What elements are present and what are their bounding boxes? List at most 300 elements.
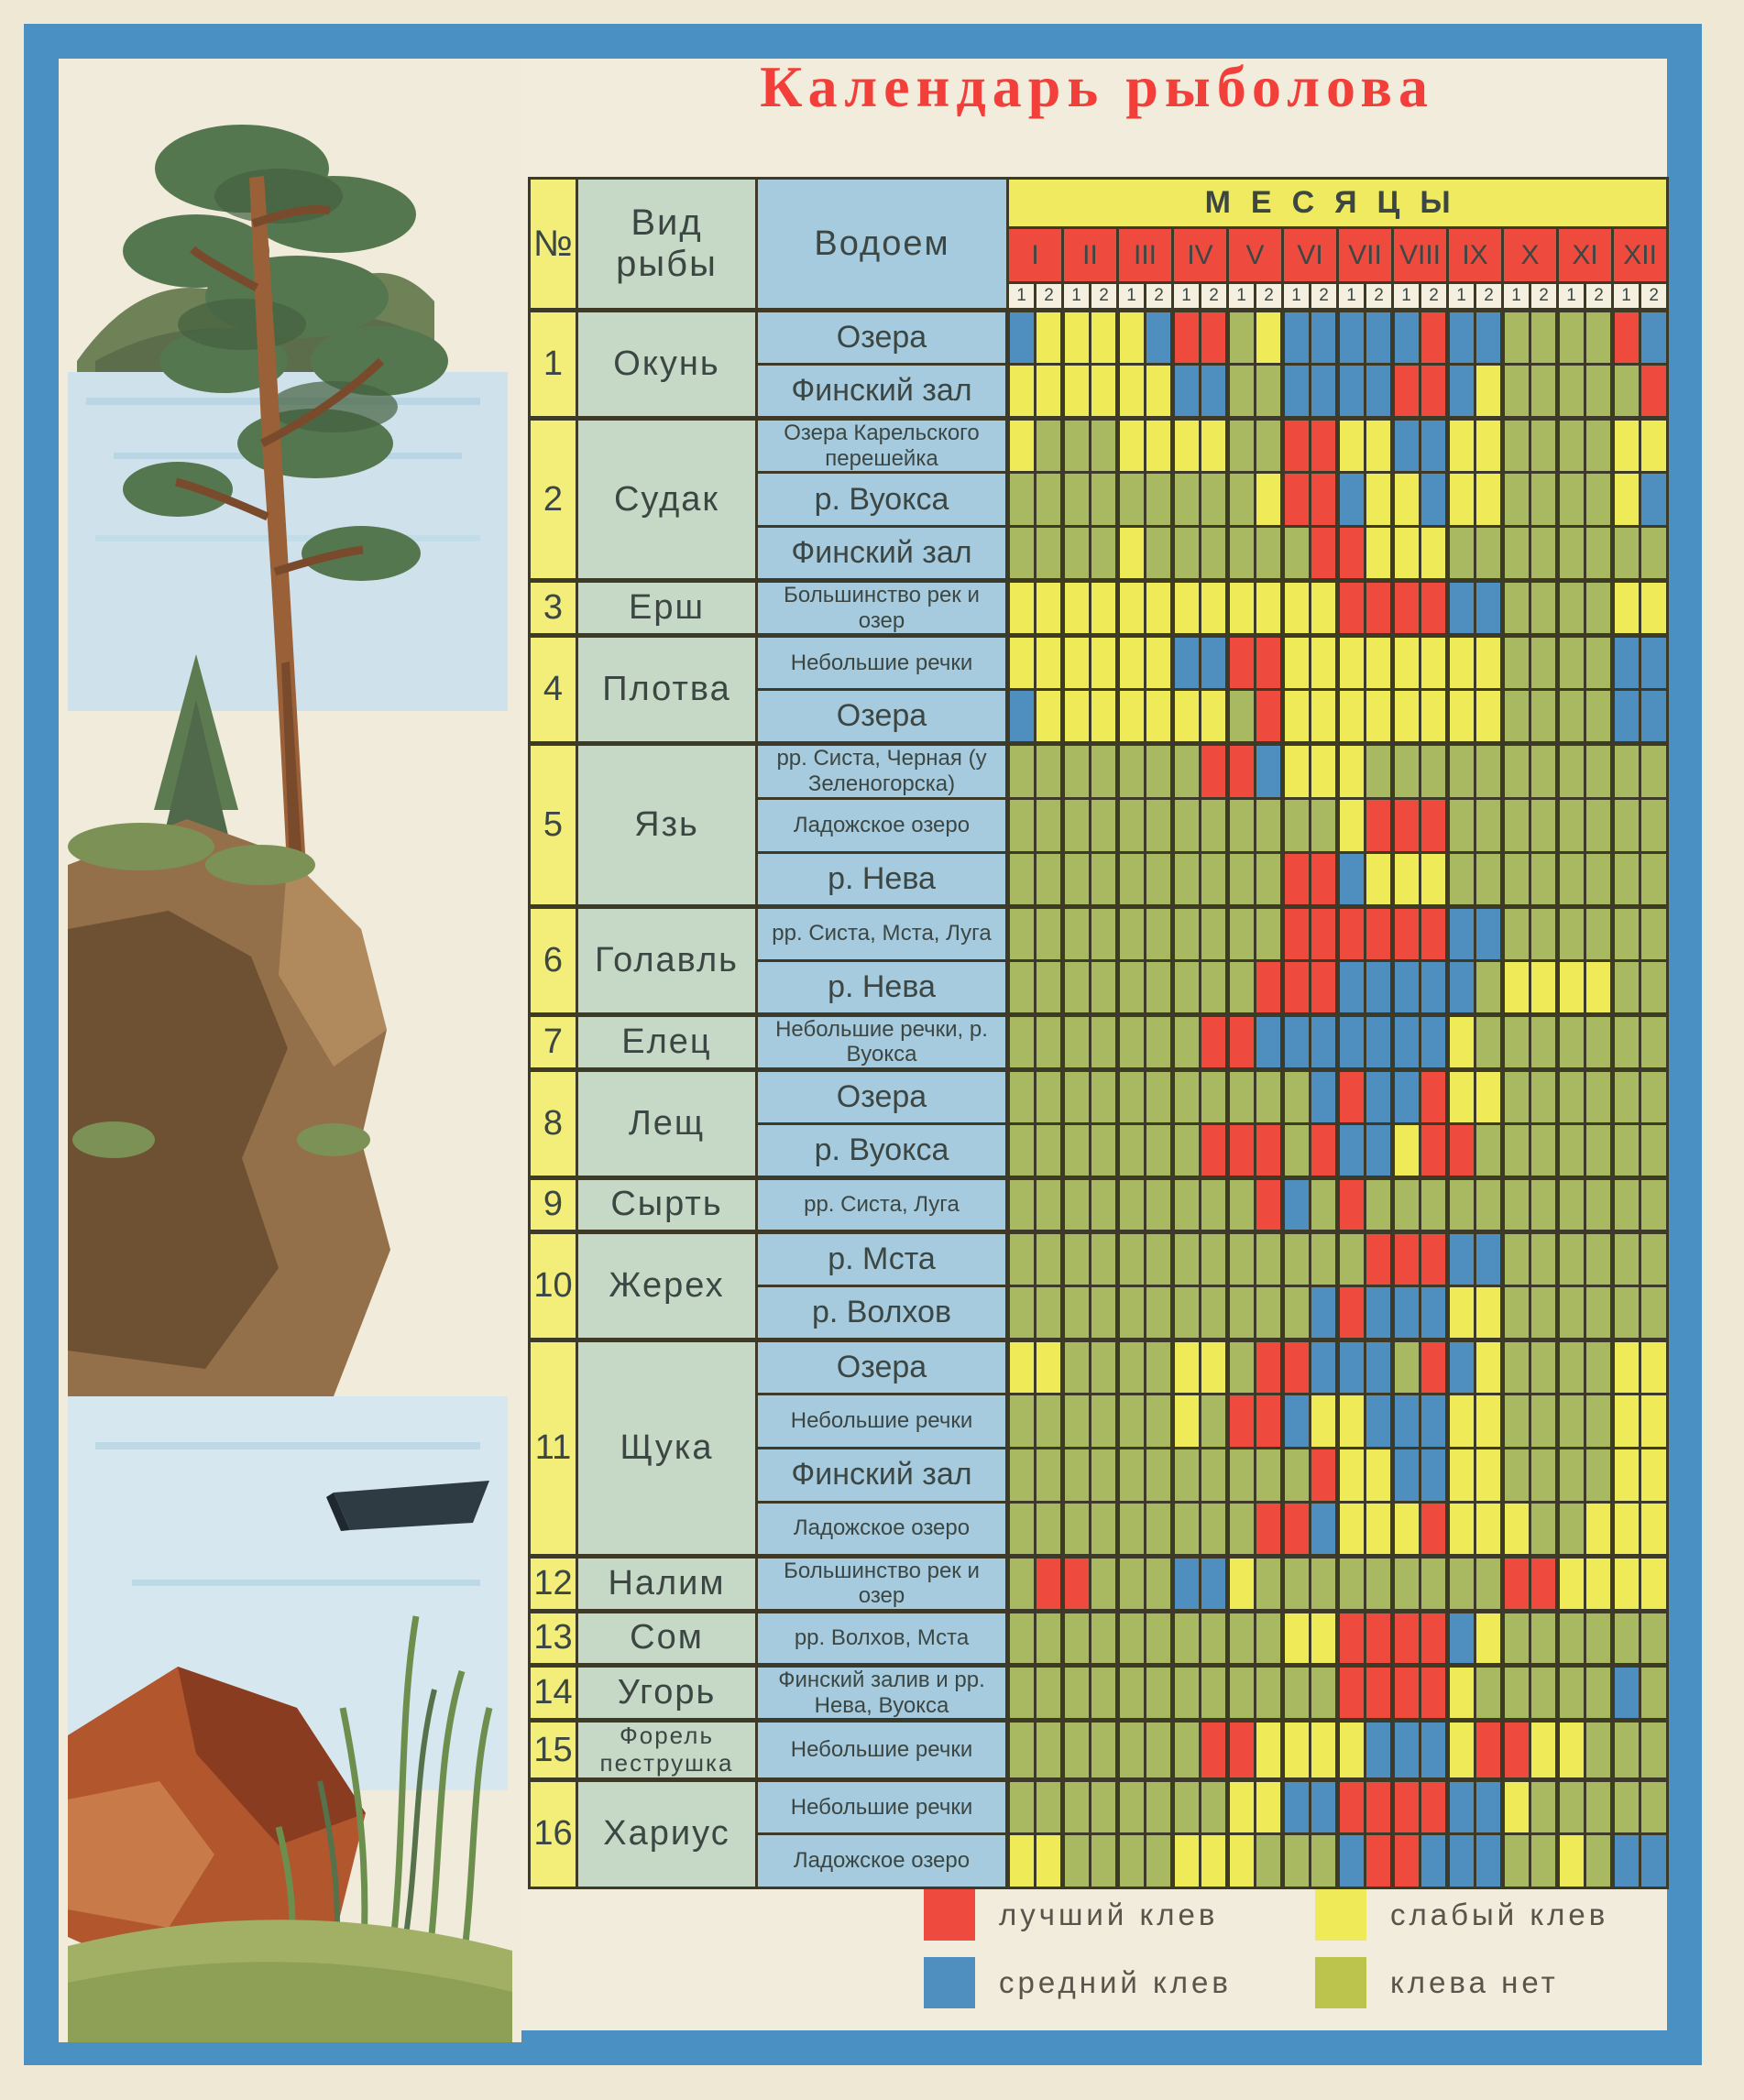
water-body: Ладожское озеро [757, 798, 1008, 852]
bite-cell [1173, 1340, 1201, 1394]
bite-cell [1256, 690, 1283, 744]
bite-cell [1311, 311, 1338, 365]
bite-cell [1146, 1231, 1173, 1285]
bite-cell [1420, 1611, 1448, 1665]
bite-cell [1640, 473, 1668, 527]
bite-cell [1008, 1779, 1036, 1833]
bite-cell [1091, 527, 1118, 581]
bite-cell [1146, 636, 1173, 690]
bite-cell [1613, 1665, 1640, 1720]
bite-cell [1008, 636, 1036, 690]
bite-cell [1613, 1448, 1640, 1502]
half-month-header: 1 [1118, 283, 1146, 311]
bite-cell [1585, 852, 1613, 906]
fish-number: 12 [530, 1556, 577, 1611]
bite-cell [1091, 1123, 1118, 1177]
bite-cell [1338, 473, 1366, 527]
half-month-header: 1 [1613, 283, 1640, 311]
bite-cell [1063, 365, 1091, 419]
bite-cell [1530, 690, 1558, 744]
bite-cell [1008, 473, 1036, 527]
bite-cell [1118, 1665, 1146, 1720]
bite-cell [1585, 744, 1613, 798]
bite-cell [1613, 365, 1640, 419]
bite-cell [1558, 1177, 1585, 1231]
bite-cell [1036, 1123, 1063, 1177]
half-month-header: 1 [1228, 283, 1256, 311]
water-body: Небольшие речки, р. Вуокса [757, 1014, 1008, 1069]
bite-cell [1118, 1502, 1146, 1556]
bite-cell [1585, 1611, 1613, 1665]
water-body: Финский зал [757, 1448, 1008, 1502]
bite-cell [1008, 1556, 1036, 1611]
bite-cell [1613, 1394, 1640, 1448]
fish-name: Щука [577, 1340, 757, 1556]
bite-cell [1640, 419, 1668, 473]
bite-cell [1640, 1665, 1668, 1720]
table-row [530, 906, 1668, 960]
bite-cell [1091, 1340, 1118, 1394]
bite-cell [1366, 365, 1393, 419]
bite-cell [1448, 852, 1475, 906]
bite-cell [1228, 1069, 1256, 1123]
bite-cell [1201, 311, 1228, 365]
bite-cell [1393, 473, 1420, 527]
bite-cell [1393, 960, 1420, 1014]
fish-number: 2 [530, 419, 577, 581]
bite-cell [1008, 1502, 1036, 1556]
bite-cell [1503, 365, 1530, 419]
bite-cell [1256, 852, 1283, 906]
bite-cell [1311, 1665, 1338, 1720]
bite-cell [1036, 527, 1063, 581]
bite-cell [1008, 960, 1036, 1014]
bite-cell [1503, 1833, 1530, 1887]
bite-cell [1228, 1665, 1256, 1720]
bite-cell [1256, 1231, 1283, 1285]
bite-cell [1558, 1665, 1585, 1720]
bite-cell [1420, 636, 1448, 690]
bite-cell [1420, 690, 1448, 744]
bite-cell [1420, 1502, 1448, 1556]
bite-cell [1503, 473, 1530, 527]
month-header-VIII: VIII [1393, 228, 1448, 283]
half-month-header: 1 [1393, 283, 1420, 311]
water-body: Небольшие речки [757, 636, 1008, 690]
bite-cell [1256, 581, 1283, 636]
fish-number: 16 [530, 1779, 577, 1887]
month-header-IX: IX [1448, 228, 1503, 283]
bite-cell [1503, 1014, 1530, 1069]
bite-cell [1283, 906, 1311, 960]
bite-cell [1173, 744, 1201, 798]
bite-cell [1530, 581, 1558, 636]
bite-cell [1228, 473, 1256, 527]
bite-cell [1393, 1779, 1420, 1833]
table-row [530, 1779, 1668, 1833]
bite-cell [1008, 1394, 1036, 1448]
bite-cell [1613, 1177, 1640, 1231]
bite-cell [1146, 960, 1173, 1014]
bite-cell [1146, 581, 1173, 636]
bite-cell [1091, 1448, 1118, 1502]
bite-cell [1201, 1779, 1228, 1833]
table-row [530, 311, 1668, 365]
fish-number: 1 [530, 311, 577, 419]
bite-cell [1558, 1611, 1585, 1665]
bite-cell [1256, 419, 1283, 473]
bite-cell [1420, 852, 1448, 906]
bite-cell [1256, 798, 1283, 852]
bite-cell [1311, 1069, 1338, 1123]
table-row [530, 1665, 1668, 1720]
bite-cell [1311, 690, 1338, 744]
month-header-IV: IV [1173, 228, 1228, 283]
month-header-XII: XII [1613, 228, 1668, 283]
bite-cell [1173, 1502, 1201, 1556]
bite-cell [1311, 636, 1338, 690]
bite-cell [1640, 1556, 1668, 1611]
bite-cell [1503, 960, 1530, 1014]
bite-cell [1311, 1014, 1338, 1069]
bite-cell [1228, 1340, 1256, 1394]
bite-cell [1420, 1069, 1448, 1123]
bite-cell [1146, 798, 1173, 852]
half-month-header: 2 [1036, 283, 1063, 311]
bite-cell [1420, 744, 1448, 798]
water-body: Ладожское озеро [757, 1502, 1008, 1556]
bite-cell [1091, 1833, 1118, 1887]
bite-cell [1228, 1014, 1256, 1069]
table-row [530, 1611, 1668, 1665]
bite-cell [1475, 852, 1503, 906]
bite-cell [1640, 1340, 1668, 1394]
bite-cell [1173, 1665, 1201, 1720]
bite-cell [1091, 581, 1118, 636]
column-header-number: № [530, 179, 577, 311]
fish-name: Лещ [577, 1069, 757, 1177]
bite-cell [1256, 1665, 1283, 1720]
bite-cell [1585, 365, 1613, 419]
bite-cell [1201, 1721, 1228, 1780]
bite-cell [1283, 1779, 1311, 1833]
bite-cell [1146, 527, 1173, 581]
bite-cell [1036, 1665, 1063, 1720]
bite-cell [1036, 1014, 1063, 1069]
bite-cell [1585, 1665, 1613, 1720]
fish-number: 3 [530, 581, 577, 636]
bite-cell [1475, 473, 1503, 527]
bite-cell [1530, 1231, 1558, 1285]
bite-cell [1201, 473, 1228, 527]
bite-cell [1063, 906, 1091, 960]
bite-cell [1173, 473, 1201, 527]
bite-cell [1420, 1665, 1448, 1720]
bite-cell [1585, 473, 1613, 527]
bite-cell [1448, 1285, 1475, 1340]
bite-cell [1338, 1556, 1366, 1611]
bite-cell [1201, 1123, 1228, 1177]
bite-cell [1613, 1069, 1640, 1123]
bite-cell [1118, 1340, 1146, 1394]
bite-cell [1475, 581, 1503, 636]
half-month-header: 1 [1448, 283, 1475, 311]
bite-cell [1640, 1833, 1668, 1887]
bite-cell [1448, 636, 1475, 690]
bite-cell [1036, 581, 1063, 636]
bite-cell [1063, 636, 1091, 690]
fish-number: 4 [530, 636, 577, 744]
bite-cell [1338, 1285, 1366, 1340]
bite-cell [1420, 365, 1448, 419]
bite-cell [1063, 1285, 1091, 1340]
bite-cell [1558, 852, 1585, 906]
bite-cell [1585, 1123, 1613, 1177]
bite-cell [1530, 1177, 1558, 1231]
water-body: р. Нева [757, 852, 1008, 906]
bite-cell [1173, 1177, 1201, 1231]
bite-cell [1420, 1231, 1448, 1285]
bite-cell [1118, 527, 1146, 581]
bite-cell [1585, 960, 1613, 1014]
bite-cell [1448, 473, 1475, 527]
fish-number: 9 [530, 1177, 577, 1231]
bite-cell [1091, 1779, 1118, 1833]
bite-cell [1338, 960, 1366, 1014]
bite-cell [1091, 1231, 1118, 1285]
bite-cell [1063, 1014, 1091, 1069]
bite-cell [1503, 1665, 1530, 1720]
bite-cell [1613, 1556, 1640, 1611]
table-row [530, 1014, 1668, 1069]
bite-cell [1613, 744, 1640, 798]
legend-swatch-none [1315, 1957, 1366, 2008]
bite-cell [1640, 311, 1668, 365]
bite-cell [1063, 798, 1091, 852]
bite-cell [1530, 1665, 1558, 1720]
bite-cell [1173, 1394, 1201, 1448]
bite-cell [1228, 1721, 1256, 1780]
water-body: рр. Систа, Черная (у Зеленогорска) [757, 744, 1008, 798]
bite-cell [1063, 1665, 1091, 1720]
page-title: Календарь рыболова [760, 54, 1434, 119]
water-body: Ладожское озеро [757, 1833, 1008, 1887]
bite-cell [1063, 1448, 1091, 1502]
bite-cell [1201, 690, 1228, 744]
bite-cell [1530, 852, 1558, 906]
bite-cell [1146, 1285, 1173, 1340]
fish-name: Жерех [577, 1231, 757, 1340]
bite-cell [1256, 1285, 1283, 1340]
bite-cell [1393, 1611, 1420, 1665]
bite-cell [1256, 1123, 1283, 1177]
bite-cell [1146, 1611, 1173, 1665]
bite-cell [1091, 852, 1118, 906]
bite-cell [1475, 636, 1503, 690]
bite-cell [1008, 1069, 1036, 1123]
half-month-header: 2 [1475, 283, 1503, 311]
bite-cell [1530, 906, 1558, 960]
bite-cell [1585, 1779, 1613, 1833]
legend-label-best: лучший клев [999, 1898, 1219, 1931]
bite-cell [1475, 1069, 1503, 1123]
bite-cell [1585, 527, 1613, 581]
legend-item-medium [924, 1957, 1232, 2008]
bite-cell [1338, 1502, 1366, 1556]
bite-cell [1448, 798, 1475, 852]
bite-cell [1448, 527, 1475, 581]
bite-cell [1201, 1285, 1228, 1340]
bite-cell [1558, 690, 1585, 744]
bite-cell [1393, 1177, 1420, 1231]
bite-cell [1366, 1556, 1393, 1611]
bite-cell [1338, 1123, 1366, 1177]
bite-cell [1283, 1177, 1311, 1231]
bite-cell [1366, 636, 1393, 690]
bite-cell [1036, 1448, 1063, 1502]
fish-number: 10 [530, 1231, 577, 1340]
bite-cell [1530, 1448, 1558, 1502]
bite-cell [1366, 960, 1393, 1014]
bite-cell [1420, 960, 1448, 1014]
bite-cell [1311, 960, 1338, 1014]
table-row [530, 1231, 1668, 1285]
bite-cell [1283, 1285, 1311, 1340]
bite-cell [1228, 1556, 1256, 1611]
bite-cell [1585, 1394, 1613, 1448]
bite-cell [1475, 960, 1503, 1014]
bite-cell [1118, 1285, 1146, 1340]
fish-name: Сом [577, 1611, 757, 1665]
bite-cell [1228, 852, 1256, 906]
bite-cell [1201, 1556, 1228, 1611]
bite-cell [1036, 960, 1063, 1014]
bite-cell [1448, 1721, 1475, 1780]
bite-cell [1201, 1394, 1228, 1448]
bite-cell [1146, 906, 1173, 960]
bite-cell [1640, 744, 1668, 798]
water-body: р. Вуокса [757, 473, 1008, 527]
bite-cell [1256, 1394, 1283, 1448]
bite-cell [1503, 1231, 1530, 1285]
bite-cell [1558, 1502, 1585, 1556]
bite-cell [1173, 1779, 1201, 1833]
bite-cell [1558, 527, 1585, 581]
bite-cell [1530, 1721, 1558, 1780]
bite-cell [1091, 473, 1118, 527]
bite-cell [1613, 1502, 1640, 1556]
bite-cell [1173, 1014, 1201, 1069]
bite-cell [1091, 419, 1118, 473]
bite-cell [1393, 744, 1420, 798]
water-body: рр. Систа, Луга [757, 1177, 1008, 1231]
bite-cell [1311, 1285, 1338, 1340]
bite-cell [1640, 1394, 1668, 1448]
fish-number: 11 [530, 1340, 577, 1556]
fish-number: 5 [530, 744, 577, 906]
bite-cell [1201, 1502, 1228, 1556]
bite-cell [1558, 744, 1585, 798]
bite-cell [1338, 527, 1366, 581]
bite-cell [1640, 527, 1668, 581]
bite-cell [1283, 1833, 1311, 1887]
bite-cell [1558, 1448, 1585, 1502]
half-month-header: 1 [1063, 283, 1091, 311]
legend-swatch-best [924, 1889, 975, 1941]
bite-cell [1228, 636, 1256, 690]
bite-cell [1283, 1665, 1311, 1720]
bite-cell [1311, 1779, 1338, 1833]
bite-cell [1503, 527, 1530, 581]
bite-cell [1063, 690, 1091, 744]
bite-cell [1118, 744, 1146, 798]
bite-cell [1008, 419, 1036, 473]
bite-cell [1366, 1721, 1393, 1780]
fish-name: Судак [577, 419, 757, 581]
water-body: Озера [757, 690, 1008, 744]
bite-cell [1338, 1833, 1366, 1887]
bite-cell [1173, 1448, 1201, 1502]
bite-cell [1256, 1448, 1283, 1502]
bite-cell [1366, 906, 1393, 960]
bite-cell [1420, 1123, 1448, 1177]
bite-cell [1338, 636, 1366, 690]
bite-cell [1503, 1502, 1530, 1556]
bite-cell [1585, 1177, 1613, 1231]
bite-cell [1475, 798, 1503, 852]
bite-cell [1118, 473, 1146, 527]
legend-item-best [924, 1889, 1218, 1941]
bite-cell [1256, 1177, 1283, 1231]
bite-cell [1036, 1611, 1063, 1665]
bite-cell [1393, 1014, 1420, 1069]
bite-cell [1420, 419, 1448, 473]
bite-cell [1558, 1833, 1585, 1887]
half-month-header: 2 [1311, 283, 1338, 311]
bite-cell [1063, 1394, 1091, 1448]
bite-cell [1201, 906, 1228, 960]
bite-cell [1256, 1721, 1283, 1780]
bite-cell [1366, 1779, 1393, 1833]
bite-cell [1256, 1556, 1283, 1611]
bite-cell [1311, 852, 1338, 906]
bite-cell [1613, 1014, 1640, 1069]
bite-cell [1558, 1069, 1585, 1123]
water-body: Озера [757, 311, 1008, 365]
bite-cell [1008, 1014, 1036, 1069]
bite-cell [1475, 1502, 1503, 1556]
bite-cell [1640, 690, 1668, 744]
bite-cell [1283, 1394, 1311, 1448]
bite-cell [1475, 744, 1503, 798]
bite-cell [1503, 1779, 1530, 1833]
water-body: Небольшие речки [757, 1721, 1008, 1780]
bite-cell [1311, 1231, 1338, 1285]
bite-cell [1311, 1721, 1338, 1780]
bite-cell [1585, 1285, 1613, 1340]
bite-cell [1036, 1069, 1063, 1123]
bite-cell [1366, 527, 1393, 581]
bite-cell [1146, 473, 1173, 527]
bite-cell [1008, 1285, 1036, 1340]
bite-cell [1585, 1721, 1613, 1780]
bite-cell [1146, 1014, 1173, 1069]
bite-cell [1530, 1502, 1558, 1556]
bite-cell [1558, 960, 1585, 1014]
fish-name: Хариус [577, 1779, 757, 1887]
bite-cell [1475, 1123, 1503, 1177]
bite-cell [1036, 311, 1063, 365]
